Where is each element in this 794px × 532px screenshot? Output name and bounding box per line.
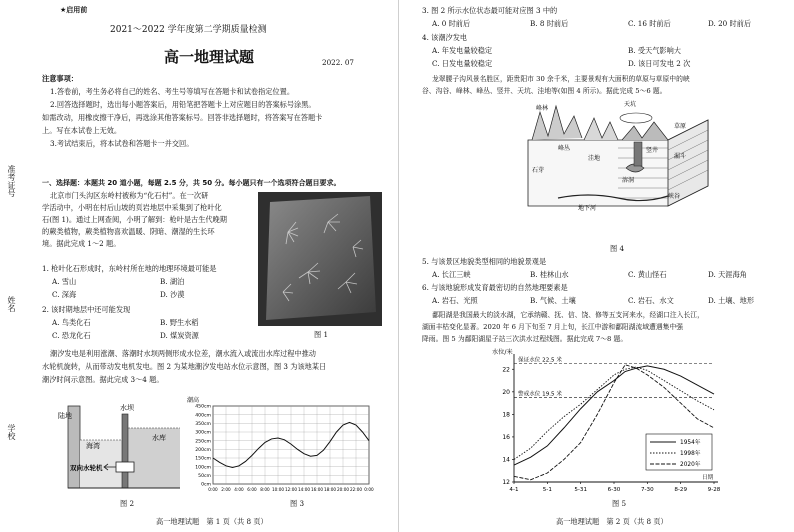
tide-x-tick: 4:00 — [234, 487, 244, 492]
level-x-tick: 9-28 — [707, 487, 721, 493]
page-fold — [398, 0, 399, 532]
level-threshold-label: 警戒水位 19.5 米 — [518, 391, 562, 398]
option: D. 天涯海角 — [708, 270, 747, 279]
tide-y-tick: 100cm — [195, 465, 211, 471]
tide-y-tick: 250cm — [195, 439, 211, 445]
option: D. 沙漠 — [160, 290, 185, 299]
option: A. 年发电量较稳定 — [432, 46, 493, 55]
notes-heading: 注意事项： — [42, 74, 78, 83]
figure-5-caption: 图 5 — [612, 499, 627, 508]
level-legend-label: 1998年 — [680, 451, 701, 457]
question-5: 5. 与该景区地貌类型相同的地貌景观是 — [422, 257, 547, 266]
level-y-tick: 20 — [502, 388, 510, 396]
tide-intro-line: 潮汐发电是利用涨潮、落潮时水坝两侧形成水位差，潮水流入或流出水库过程中推动 — [50, 349, 316, 358]
side-label-name: 姓名 — [7, 296, 16, 312]
karst-label-peak-cluster: 峰丛 — [558, 145, 571, 152]
level-legend-box — [646, 434, 712, 470]
option: B. 气候、土壤 — [530, 296, 576, 305]
option: B. 8 时前后 — [530, 19, 569, 28]
figure-4-caption: 图 4 — [610, 244, 625, 253]
dam-label: 水坝 — [120, 404, 134, 412]
note-line: 2.回答选择题时，选出每小题答案后，用铅笔把答题卡上对应题目的答案标号涂黑。 — [50, 100, 316, 109]
tide-y-tick: 0cm — [201, 482, 211, 488]
level-x-tick: 4-1 — [509, 487, 519, 493]
option: A. 长江三峡 — [432, 270, 471, 279]
tide-x-tick: 14:00 — [297, 487, 311, 492]
tide-y-label: 潮高 — [187, 397, 200, 404]
karst-label-underground-river: 地下河 — [578, 205, 597, 212]
karst-label-gorge: 峡谷 — [668, 193, 681, 200]
tide-y-tick: 350cm — [195, 421, 211, 427]
question-1: 1. 枪叶化石形成时，东岭村所在地的地理环境最可能是 — [42, 264, 217, 273]
level-y-tick: 18 — [502, 411, 510, 419]
karst-intro-line: 龙翠腰子沟风景名胜区，距贵阳市 30 余千米，主要景观有大面积的草原与草原中的峡 — [432, 75, 690, 83]
fossil-photo — [258, 192, 382, 326]
option: A. 鸟类化石 — [52, 318, 91, 327]
note-line: 1.答卷前，考生务必将自己的姓名、考生号等填写在答题卡和试卷指定位置。 — [50, 87, 295, 96]
karst-intro-line: 谷、沟谷、峰林、峰丛、竖井、天坑、洼地等(如图 4 所示)。据此完成 5～6 题。 — [422, 87, 667, 95]
option: D. 20 时前后 — [708, 19, 752, 28]
karst-label-grassland: 草原 — [674, 123, 687, 130]
secret-mark: ★启用前 — [60, 6, 88, 14]
tide-x-tick: 0:00 — [208, 487, 218, 492]
tide-x-tick: 0:00 — [364, 487, 374, 492]
note-line: 上。写在本试卷上无效。 — [42, 126, 122, 135]
land-label: 陆地 — [58, 412, 72, 420]
intro-line: 北京市门头沟区东岭村被称为“化石村”。在一次研 — [50, 191, 209, 200]
option: A. 0 时前后 — [432, 19, 471, 28]
option: B. 桂林山水 — [530, 270, 569, 279]
intro-line: 的蕨类植物，蕨类植物喜欢温暖、阴暗、潮湿的生长环 — [42, 227, 215, 236]
tide-x-tick: 22:00 — [349, 487, 363, 492]
figure-1-caption: 图 1 — [314, 330, 329, 339]
tide-x-tick: 10:00 — [271, 487, 285, 492]
tide-chart — [183, 394, 375, 498]
option: B. 湖泊 — [160, 277, 185, 286]
karst-label-shaft: 竖井 — [646, 147, 659, 154]
option: C. 日发电量较稳定 — [432, 59, 493, 68]
karst-label-karren: 石芽 — [532, 167, 545, 174]
level-x-tick: 7-30 — [640, 487, 654, 493]
level-threshold-label: 保证水位 22.5 米 — [518, 357, 562, 364]
option: C. 岩石、水文 — [628, 296, 674, 305]
figure-3-caption: 图 3 — [290, 499, 305, 508]
option: B. 野生水稻 — [160, 318, 199, 327]
tide-y-tick: 300cm — [195, 430, 211, 436]
side-label-exam-id: 准考证号 — [7, 165, 16, 197]
option: B. 受天气影响大 — [628, 46, 681, 55]
level-y-tick: 22 — [502, 366, 510, 374]
tide-x-tick: 16:00 — [310, 487, 324, 492]
side-label-school: 学校 — [7, 424, 16, 440]
tide-y-tick: 200cm — [195, 447, 211, 453]
question-4: 4. 该潮汐发电 — [422, 33, 468, 42]
level-y-tick: 12 — [502, 479, 510, 486]
lake-intro-line: 降雨。图 5 为鄱阳湖星子站三次洪水过程线图。据此完成 7～8 题。 — [422, 335, 628, 343]
option: A. 岩石、光照 — [432, 296, 478, 305]
option: C. 黄山怪石 — [628, 270, 667, 279]
figure-2-caption: 图 2 — [120, 499, 135, 508]
option: C. 深海 — [52, 290, 77, 299]
level-legend-label: 1954年 — [680, 440, 701, 446]
note-line: 如需改动，用橡皮擦干净后，再选涂其他答案标号。回答非选择题时，将答案写在答题卡 — [42, 113, 323, 122]
level-x-tick: 6-30 — [607, 487, 621, 493]
turbine-label: 双向水轮机 — [70, 464, 103, 472]
option: C. 16 时前后 — [628, 19, 671, 28]
section-heading: 一、选择题：本题共 20 道小题，每题 2.5 分，共 50 分。每小题只有一个选项符合题目要求。 — [42, 179, 341, 187]
level-x-tick: 5-31 — [574, 487, 588, 493]
bay-label: 海湾 — [86, 442, 100, 450]
karst-label-cave: 溶洞 — [622, 177, 635, 184]
right-footer: 高一地理试题 第 2 页（共 8 页） — [556, 517, 668, 526]
option: D. 煤炭资源 — [160, 331, 199, 340]
level-y-tick: 16 — [502, 433, 510, 441]
left-footer: 高一地理试题 第 1 页（共 8 页） — [156, 517, 268, 526]
exam-term: 2021～2022 学年度第二学期质量检测 — [110, 25, 267, 35]
option: D. 该日可发电 2 次 — [628, 59, 691, 68]
note-line: 3.考试结束后，将本试卷和答题卡一并交回。 — [50, 139, 194, 148]
lake-intro-line: 湖面丰枯变化显著。2020 年 6 月下旬至 7 月上旬，长江中游和鄱阳湖流域遭遇集中强 — [422, 323, 684, 331]
tidal-station-diagram — [56, 400, 186, 496]
tide-y-tick: 50cm — [198, 473, 211, 479]
tide-x-tick: 20:00 — [336, 487, 350, 492]
karst-label-sinkhole: 漏斗 — [674, 153, 687, 160]
intro-line: 学活动中，小明在村后山坡的页岩地层中采集到了枪叶化 — [42, 203, 222, 212]
karst-block-diagram — [518, 98, 722, 242]
tide-y-tick: 400cm — [195, 413, 211, 419]
karst-label-depression: 洼地 — [588, 155, 601, 162]
intro-line: 境。据此完成 1～2 题。 — [42, 239, 121, 248]
option: D. 土壤、地形 — [708, 296, 755, 305]
reservoir-label: 水库 — [152, 434, 166, 442]
lake-intro-line: 鄱阳湖是我国最大的淡水湖，它承纳赣、抚、信、饶、修等五支河来水，经湖口注入长江， — [432, 311, 704, 319]
tide-x-tick: 6:00 — [247, 487, 257, 492]
tide-x-tick: 2:00 — [221, 487, 231, 492]
karst-label-peak-forest: 峰林 — [536, 105, 549, 112]
karst-label-tiankeng: 天坑 — [624, 101, 637, 108]
tide-intro-line: 水轮机旋转，从而带动发电机发电。图 2 为某地潮汐发电站水位示意图，图 3 为该地某日 — [42, 362, 327, 371]
option: A. 雪山 — [52, 277, 77, 286]
option: C. 恐龙化石 — [52, 331, 91, 340]
level-y-tick: 14 — [502, 456, 510, 464]
tide-y-tick: 150cm — [195, 456, 211, 462]
exam-date: 2022. 07 — [322, 58, 355, 67]
level-x-tick: 5-1 — [542, 487, 552, 493]
level-x-label: 日期 — [702, 475, 714, 481]
tide-x-tick: 12:00 — [284, 487, 298, 492]
question-2: 2. 该时期地层中还可能发现 — [42, 305, 131, 314]
level-y-label: 水位/米 — [492, 349, 513, 356]
water-level-chart — [488, 346, 728, 496]
tide-y-tick: 450cm — [195, 404, 211, 410]
level-legend-label: 2020年 — [680, 462, 701, 468]
question-3: 3. 图 2 所示水位状态最可能对应图 3 中的 — [422, 6, 558, 15]
tide-x-tick: 18:00 — [323, 487, 337, 492]
page-title: 高一地理试题 — [164, 48, 255, 66]
question-6: 6. 与该地貌形成发育最密切的自然地理要素是 — [422, 283, 568, 292]
tide-intro-line: 潮汐时间示意图。据此完成 3～4 题。 — [42, 375, 164, 384]
intro-line: 石(图 1)。通过上网查阅，小明了解到：枪叶是古生代晚期 — [42, 215, 227, 224]
level-x-tick: 8-29 — [674, 487, 688, 493]
tide-x-tick: 8:00 — [260, 487, 270, 492]
